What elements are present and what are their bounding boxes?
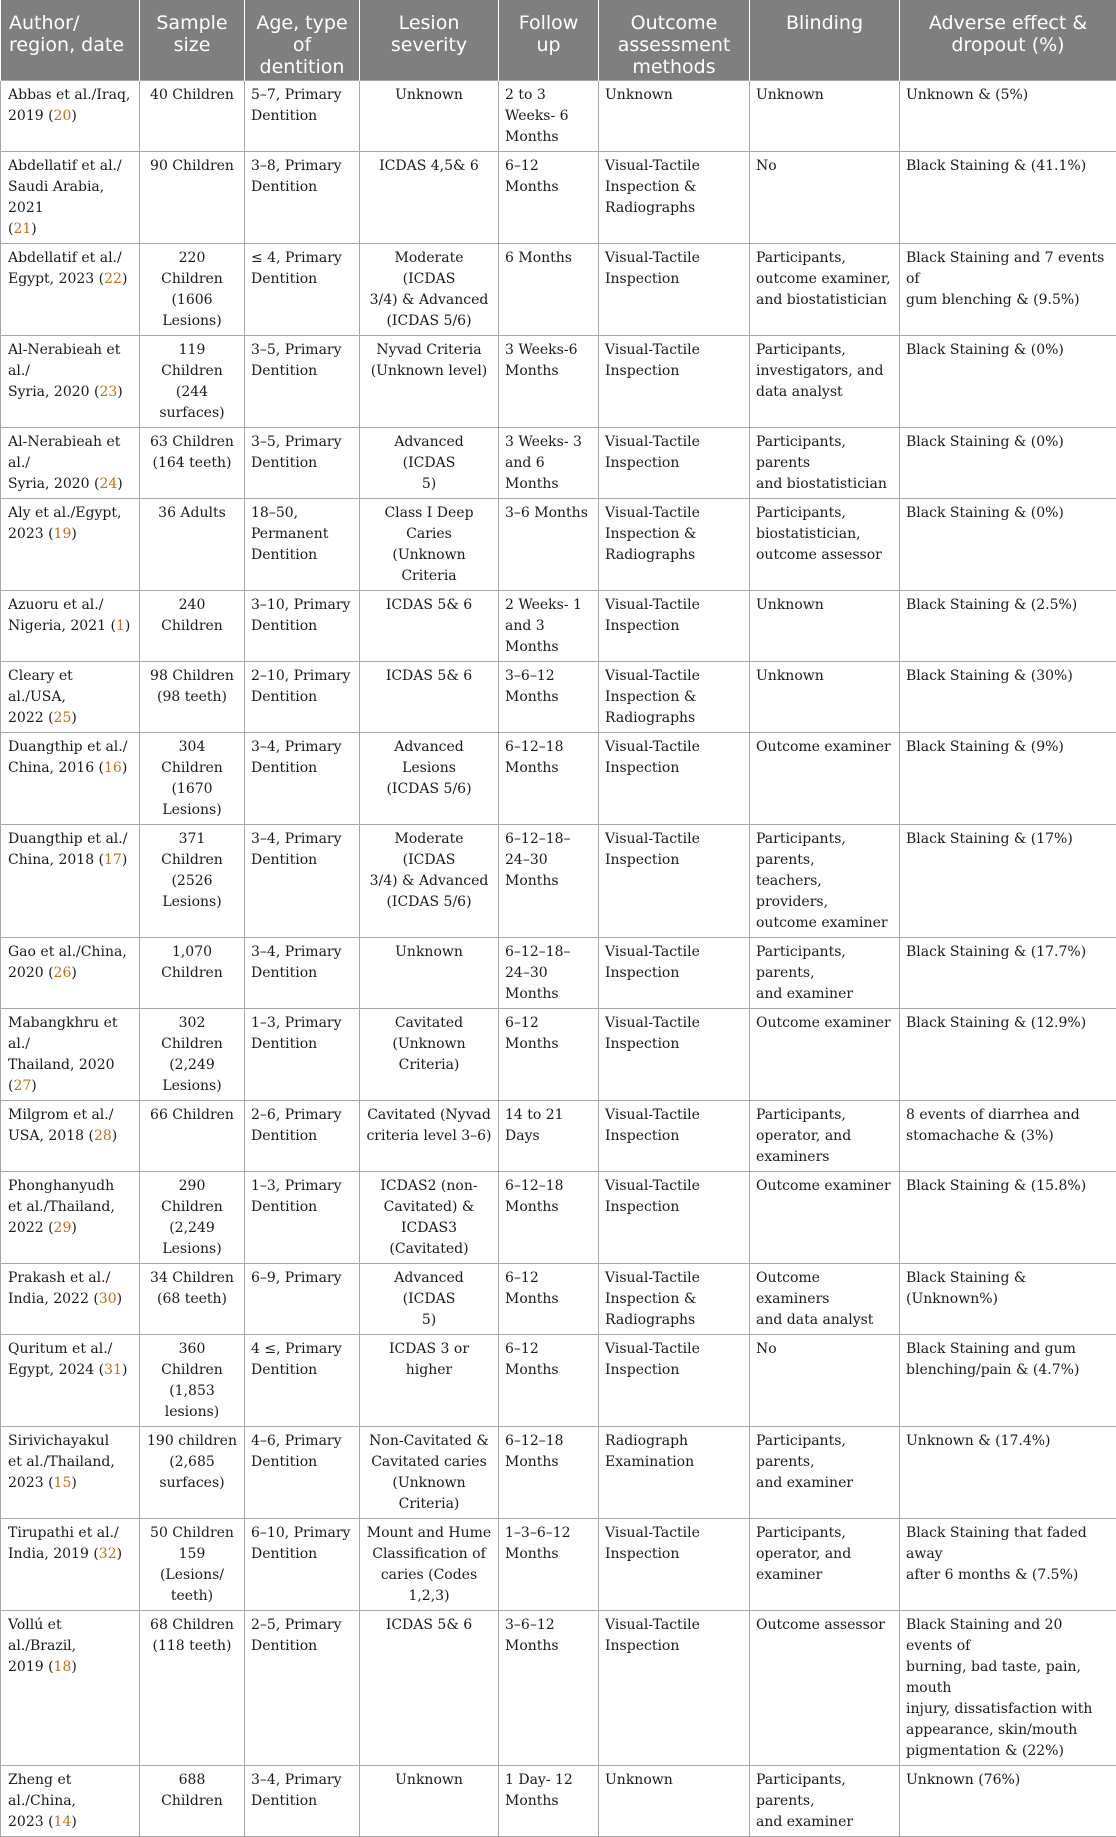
author-text: Phonghanyudh et al./Thailand, 2022 ( [8, 1178, 115, 1236]
author-text: Quritum et al./ Egypt, 2024 ( [8, 1341, 112, 1378]
cell-outcome-methods: Visual-Tactile Inspection [599, 825, 750, 938]
cell-adverse-effect: Unknown & (5%) [900, 81, 1116, 152]
cell-age-dentition: 1–3, Primary Dentition [245, 1172, 360, 1264]
header-row [1, 0, 1116, 81]
cell-lesion-severity: ICDAS 5& 6 [360, 662, 499, 733]
cell-outcome-methods: Visual-Tactile Inspection [599, 733, 750, 825]
cell-sample-size: 66 Children [140, 1101, 245, 1172]
cell-sample-size: 36 Adults [140, 499, 245, 591]
cell-blinding: Participants, parents, and examiner [750, 1766, 900, 1837]
header-outcome-methods: Outcome assessment methods [599, 0, 750, 81]
cell-lesion-severity: Moderate (ICDAS 3/4) & Advanced (ICDAS 5/6) [360, 244, 499, 336]
author-text: Duangthip et al./ China, 2016 ( [8, 739, 127, 776]
cell-sample-size: 34 Children (68 teeth) [140, 1264, 245, 1335]
cell-sample-size: 371 Children (2526 Lesions) [140, 825, 245, 938]
cell-adverse-effect: Black Staining and gum blenching/pain & (4.7%) [900, 1335, 1116, 1427]
citation-link[interactable]: 22 [104, 271, 122, 287]
cell-follow-up: 6–12 Months [499, 1009, 599, 1101]
citation-link[interactable]: 32 [99, 1546, 117, 1562]
cell-blinding: Outcome examiner [750, 1009, 900, 1101]
cell-adverse-effect: Black Staining & (0%) [900, 499, 1116, 591]
cell-author: Phonghanyudh et al./Thailand, 2022 (29) [1, 1172, 140, 1264]
cell-blinding: No [750, 1335, 900, 1427]
citation-link[interactable]: 21 [13, 221, 31, 237]
cell-author: Mabangkhru et al./ Thailand, 2020 (27) [1, 1009, 140, 1101]
cell-age-dentition: 6–9, Primary [245, 1264, 360, 1335]
cell-author: Zheng et al./China, 2023 (14) [1, 1766, 140, 1837]
cell-blinding: Participants, outcome examiner, and biostatistician [750, 244, 900, 336]
cell-follow-up: 3–6 Months [499, 499, 599, 591]
cell-follow-up: 2 Weeks- 1 and 3 Months [499, 591, 599, 662]
cell-blinding: Outcome assessor [750, 1611, 900, 1766]
cell-sample-size: 290 Children (2,249 Lesions) [140, 1172, 245, 1264]
header-adverse-effect: Adverse effect & dropout (%) [900, 0, 1116, 81]
citation-link[interactable]: 25 [54, 710, 72, 726]
cell-lesion-severity: Unknown [360, 938, 499, 1009]
cell-age-dentition: 4 ≤, Primary Dentition [245, 1335, 360, 1427]
cell-age-dentition: 5–7, Primary Dentition [245, 81, 360, 152]
cell-author: Vollú et al./Brazil, 2019 (18) [1, 1611, 140, 1766]
author-text: Abdellatif et al./ Egypt, 2023 ( [8, 250, 122, 287]
cell-outcome-methods: Visual-Tactile Inspection & Radiographs [599, 152, 750, 244]
cell-lesion-severity: Advanced Lesions (ICDAS 5/6) [360, 733, 499, 825]
citation-link[interactable]: 26 [54, 965, 72, 981]
cell-age-dentition: 2–6, Primary Dentition [245, 1101, 360, 1172]
cell-age-dentition: 2–10, Primary Dentition [245, 662, 360, 733]
cell-follow-up: 3–6–12 Months [499, 1611, 599, 1766]
citation-link[interactable]: 16 [104, 760, 122, 776]
cell-blinding: Participants, parents, and examiner [750, 938, 900, 1009]
cell-outcome-methods: Radiograph Examination [599, 1427, 750, 1519]
cell-blinding: Outcome examiners and data analyst [750, 1264, 900, 1335]
cell-sample-size: 190 children (2,685 surfaces) [140, 1427, 245, 1519]
author-text: Al-Nerabieah et al./ Syria, 2020 ( [8, 342, 120, 400]
cell-follow-up: 6–12–18 Months [499, 1427, 599, 1519]
table-row [1, 1009, 1116, 1101]
cell-lesion-severity: ICDAS2 (non- Cavitated) & ICDAS3 (Cavitated) [360, 1172, 499, 1264]
citation-link[interactable]: 30 [99, 1291, 117, 1307]
cell-adverse-effect: Black Staining & (2.5%) [900, 591, 1116, 662]
table-row [1, 428, 1116, 499]
cell-follow-up: 2 to 3 Weeks- 6 Months [499, 81, 599, 152]
cell-sample-size: 1,070 Children [140, 938, 245, 1009]
citation-link[interactable]: 20 [54, 108, 72, 124]
cell-adverse-effect: Black Staining & (0%) [900, 336, 1116, 428]
table-row [1, 591, 1116, 662]
cell-sample-size: 98 Children (98 teeth) [140, 662, 245, 733]
cell-sample-size: 63 Children (164 teeth) [140, 428, 245, 499]
cell-follow-up: 6–12–18 Months [499, 1172, 599, 1264]
cell-author: Azuoru et al./ Nigeria, 2021 (1) [1, 591, 140, 662]
cell-author: Abbas et al./Iraq, 2019 (20) [1, 81, 140, 152]
cell-lesion-severity: ICDAS 5& 6 [360, 1611, 499, 1766]
cell-adverse-effect: Black Staining & (17.7%) [900, 938, 1116, 1009]
table-row [1, 825, 1116, 938]
cell-blinding: Participants, parents, and examiner [750, 1427, 900, 1519]
cell-author: Prakash et al./ India, 2022 (30) [1, 1264, 140, 1335]
cell-outcome-methods: Visual-Tactile Inspection [599, 1009, 750, 1101]
cell-outcome-methods: Visual-Tactile Inspection [599, 938, 750, 1009]
cell-author: Al-Nerabieah et al./ Syria, 2020 (23) [1, 336, 140, 428]
cell-adverse-effect: Black Staining & (17%) [900, 825, 1116, 938]
table-row [1, 499, 1116, 591]
cell-author: Abdellatif et al./ Saudi Arabia, 2021 (21) [1, 152, 140, 244]
cell-follow-up: 1 Day- 12 Months [499, 1766, 599, 1837]
cell-adverse-effect: Black Staining & (9%) [900, 733, 1116, 825]
author-text: Azuoru et al./ Nigeria, 2021 ( [8, 597, 116, 634]
citation-link[interactable]: 24 [99, 476, 117, 492]
cell-outcome-methods: Visual-Tactile Inspection & Radiographs [599, 499, 750, 591]
cell-outcome-methods: Visual-Tactile Inspection [599, 1611, 750, 1766]
cell-lesion-severity: Cavitated (Unknown Criteria) [360, 1009, 499, 1101]
table-row [1, 152, 1116, 244]
cell-sample-size: 360 Children (1,853 lesions) [140, 1335, 245, 1427]
cell-lesion-severity: ICDAS 5& 6 [360, 591, 499, 662]
table-row [1, 1335, 1116, 1427]
cell-lesion-severity: Moderate (ICDAS 3/4) & Advanced (ICDAS 5/6) [360, 825, 499, 938]
author-text: Tirupathi et al./ India, 2019 ( [8, 1525, 119, 1562]
cell-lesion-severity: Class I Deep Caries (Unknown Criteria [360, 499, 499, 591]
cell-blinding: Participants, parents and biostatistician [750, 428, 900, 499]
cell-age-dentition: 6–10, Primary Dentition [245, 1519, 360, 1611]
author-text: Gao et al./China, 2020 ( [8, 944, 127, 981]
citation-link[interactable]: 1 [116, 618, 125, 634]
cell-outcome-methods: Unknown [599, 81, 750, 152]
cell-lesion-severity: Unknown [360, 81, 499, 152]
cell-sample-size: 119 Children (244 surfaces) [140, 336, 245, 428]
cell-blinding: Outcome examiner [750, 733, 900, 825]
table-row [1, 733, 1116, 825]
cell-age-dentition: 3–8, Primary Dentition [245, 152, 360, 244]
cell-blinding: Participants, parents, teachers, providers, outcome examiner [750, 825, 900, 938]
cell-adverse-effect: Unknown (76%) [900, 1766, 1116, 1837]
cell-follow-up: 14 to 21 Days [499, 1101, 599, 1172]
author-text: Abbas et al./Iraq, 2019 ( [8, 87, 130, 124]
cell-lesion-severity: Cavitated (Nyvad criteria level 3–6) [360, 1101, 499, 1172]
cell-author: Aly et al./Egypt, 2023 (19) [1, 499, 140, 591]
cell-author: Abdellatif et al./ Egypt, 2023 (22) [1, 244, 140, 336]
cell-outcome-methods: Visual-Tactile Inspection & Radiographs [599, 662, 750, 733]
cell-sample-size: 302 Children (2,249 Lesions) [140, 1009, 245, 1101]
cell-sample-size: 688 Children [140, 1766, 245, 1837]
cell-adverse-effect: Black Staining & (12.9%) [900, 1009, 1116, 1101]
header-sample-size: Sample size [140, 0, 245, 81]
table-row [1, 1766, 1116, 1837]
header-lesion-severity: Lesion severity [360, 0, 499, 81]
cell-follow-up: 3 Weeks- 3 and 6 Months [499, 428, 599, 499]
cell-follow-up: 1–3–6–12 Months [499, 1519, 599, 1611]
cell-lesion-severity: Unknown [360, 1766, 499, 1837]
cell-follow-up: 6–12 Months [499, 1264, 599, 1335]
cell-age-dentition: 3–4, Primary Dentition [245, 938, 360, 1009]
author-text: Al-Nerabieah et al./ Syria, 2020 ( [8, 434, 120, 492]
cell-age-dentition: 3–5, Primary Dentition [245, 336, 360, 428]
cell-outcome-methods: Visual-Tactile Inspection & Radiographs [599, 1264, 750, 1335]
cell-adverse-effect: Black Staining & (0%) [900, 428, 1116, 499]
header-author: Author/ region, date [1, 0, 140, 81]
citation-link[interactable]: 14 [54, 1814, 72, 1830]
cell-lesion-severity: Advanced (ICDAS 5) [360, 1264, 499, 1335]
table-row [1, 81, 1116, 152]
cell-age-dentition: 3–5, Primary Dentition [245, 428, 360, 499]
cell-follow-up: 6–12–18– 24–30 Months [499, 938, 599, 1009]
cell-author: Gao et al./China, 2020 (26) [1, 938, 140, 1009]
cell-age-dentition: ≤ 4, Primary Dentition [245, 244, 360, 336]
author-text: Sirivichayakul et al./Thailand, 2023 ( [8, 1433, 115, 1491]
table-row [1, 1264, 1116, 1335]
cell-outcome-methods: Visual-Tactile Inspection [599, 244, 750, 336]
cell-author: Quritum et al./ Egypt, 2024 (31) [1, 1335, 140, 1427]
cell-author: Duangthip et al./ China, 2018 (17) [1, 825, 140, 938]
author-text: Prakash et al./ India, 2022 ( [8, 1270, 110, 1307]
cell-adverse-effect: Black Staining and 7 events of gum blenching & (9.5%) [900, 244, 1116, 336]
table-row [1, 336, 1116, 428]
cell-blinding: No [750, 152, 900, 244]
cell-outcome-methods: Unknown [599, 1766, 750, 1837]
citation-link[interactable]: 19 [54, 526, 72, 542]
cell-lesion-severity: ICDAS 4,5& 6 [360, 152, 499, 244]
cell-outcome-methods: Visual-Tactile Inspection [599, 591, 750, 662]
cell-follow-up: 6–12 Months [499, 152, 599, 244]
cell-blinding: Unknown [750, 591, 900, 662]
cell-adverse-effect: Black Staining & (Unknown%) [900, 1264, 1116, 1335]
cell-outcome-methods: Visual-Tactile Inspection [599, 1335, 750, 1427]
cell-follow-up: 6–12–18– 24–30 Months [499, 825, 599, 938]
author-text: Mabangkhru et al./ Thailand, 2020 ( [8, 1015, 118, 1094]
citation-link[interactable]: 31 [104, 1362, 122, 1378]
cell-sample-size: 304 Children (1670 Lesions) [140, 733, 245, 825]
table-row [1, 1427, 1116, 1519]
cell-outcome-methods: Visual-Tactile Inspection [599, 1519, 750, 1611]
cell-blinding: Participants, operator, and examiner [750, 1519, 900, 1611]
cell-blinding: Outcome examiner [750, 1172, 900, 1264]
table-row [1, 1172, 1116, 1264]
cell-author: Duangthip et al./ China, 2016 (16) [1, 733, 140, 825]
cell-sample-size: 240 Children [140, 591, 245, 662]
cell-blinding: Unknown [750, 662, 900, 733]
cell-adverse-effect: Black Staining and 20 events of burning, bad taste, pain, mouth injury, dissatisfaction with appearance, skin/mouth pigmentation & (22%) [900, 1611, 1116, 1766]
citation-link[interactable]: 17 [104, 852, 122, 868]
author-text: Vollú et al./Brazil, 2019 ( [8, 1617, 76, 1675]
cell-adverse-effect: Unknown & (17.4%) [900, 1427, 1116, 1519]
cell-adverse-effect: 8 events of diarrhea and stomachache & (3%) [900, 1101, 1116, 1172]
cell-outcome-methods: Visual-Tactile Inspection [599, 428, 750, 499]
author-text: Cleary et al./USA, 2022 ( [8, 668, 73, 726]
table-row [1, 1611, 1116, 1766]
cell-lesion-severity: Mount and Hume Classification of caries (Codes 1,2,3) [360, 1519, 499, 1611]
cell-blinding: Participants, operator, and examiners [750, 1101, 900, 1172]
author-text: Milgrom et al./ USA, 2018 ( [8, 1107, 113, 1144]
author-text: Zheng et al./China, 2023 ( [8, 1772, 76, 1830]
table-row [1, 1519, 1116, 1611]
citation-link[interactable]: 15 [54, 1475, 72, 1491]
cell-adverse-effect: Black Staining that faded away after 6 months & (7.5%) [900, 1519, 1116, 1611]
cell-author: Sirivichayakul et al./Thailand, 2023 (15) [1, 1427, 140, 1519]
cell-author: Tirupathi et al./ India, 2019 (32) [1, 1519, 140, 1611]
cell-blinding: Participants, investigators, and data analyst [750, 336, 900, 428]
cell-author: Al-Nerabieah et al./ Syria, 2020 (24) [1, 428, 140, 499]
citation-link[interactable]: 28 [94, 1128, 112, 1144]
header-follow-up: Follow up [499, 0, 599, 81]
cell-age-dentition: 3–4, Primary Dentition [245, 825, 360, 938]
cell-sample-size: 90 Children [140, 152, 245, 244]
author-text: Duangthip et al./ China, 2018 ( [8, 831, 127, 868]
cell-sample-size: 220 Children (1606 Lesions) [140, 244, 245, 336]
table-row [1, 662, 1116, 733]
cell-follow-up: 3 Weeks-6 Months [499, 336, 599, 428]
cell-adverse-effect: Black Staining & (41.1%) [900, 152, 1116, 244]
cell-lesion-severity: Advanced (ICDAS 5) [360, 428, 499, 499]
cell-age-dentition: 4–6, Primary Dentition [245, 1427, 360, 1519]
cell-follow-up: 3–6–12 Months [499, 662, 599, 733]
table-row [1, 938, 1116, 1009]
cell-lesion-severity: Nyvad Criteria (Unknown level) [360, 336, 499, 428]
cell-age-dentition: 1–3, Primary Dentition [245, 1009, 360, 1101]
table-body [1, 81, 1116, 1837]
cell-sample-size: 68 Children (118 teeth) [140, 1611, 245, 1766]
header-age-dentition: Age, type of dentition [245, 0, 360, 81]
cell-blinding: Participants, biostatistician, outcome assessor [750, 499, 900, 591]
author-text: Aly et al./Egypt, 2023 ( [8, 505, 121, 542]
cell-age-dentition: 3–10, Primary Dentition [245, 591, 360, 662]
cell-sample-size: 50 Children 159 (Lesions/ teeth) [140, 1519, 245, 1611]
table-row [1, 244, 1116, 336]
cell-follow-up: 6–12–18 Months [499, 733, 599, 825]
cell-sample-size: 40 Children [140, 81, 245, 152]
citation-link[interactable]: 27 [13, 1078, 31, 1094]
author-text: Abdellatif et al./ Saudi Arabia, 2021 ( [8, 158, 122, 237]
table-row [1, 1101, 1116, 1172]
cell-follow-up: 6–12 Months [499, 1335, 599, 1427]
cell-blinding: Unknown [750, 81, 900, 152]
cell-author: Cleary et al./USA, 2022 (25) [1, 662, 140, 733]
cell-age-dentition: 18–50, Permanent Dentition [245, 499, 360, 591]
cell-age-dentition: 2–5, Primary Dentition [245, 1611, 360, 1766]
cell-age-dentition: 3–4, Primary Dentition [245, 1766, 360, 1837]
cell-lesion-severity: Non-Cavitated & Cavitated caries (Unknown Criteria) [360, 1427, 499, 1519]
citation-link[interactable]: 23 [99, 384, 117, 400]
cell-follow-up: 6 Months [499, 244, 599, 336]
cell-outcome-methods: Visual-Tactile Inspection [599, 336, 750, 428]
cell-outcome-methods: Visual-Tactile Inspection [599, 1101, 750, 1172]
citation-link[interactable]: 18 [54, 1659, 72, 1675]
cell-outcome-methods: Visual-Tactile Inspection [599, 1172, 750, 1264]
cell-author: Milgrom et al./ USA, 2018 (28) [1, 1101, 140, 1172]
cell-lesion-severity: ICDAS 3 or higher [360, 1335, 499, 1427]
cell-age-dentition: 3–4, Primary Dentition [245, 733, 360, 825]
cell-adverse-effect: Black Staining & (30%) [900, 662, 1116, 733]
header-blinding: Blinding [750, 0, 900, 81]
cell-adverse-effect: Black Staining & (15.8%) [900, 1172, 1116, 1264]
citation-link[interactable]: 29 [54, 1220, 72, 1236]
